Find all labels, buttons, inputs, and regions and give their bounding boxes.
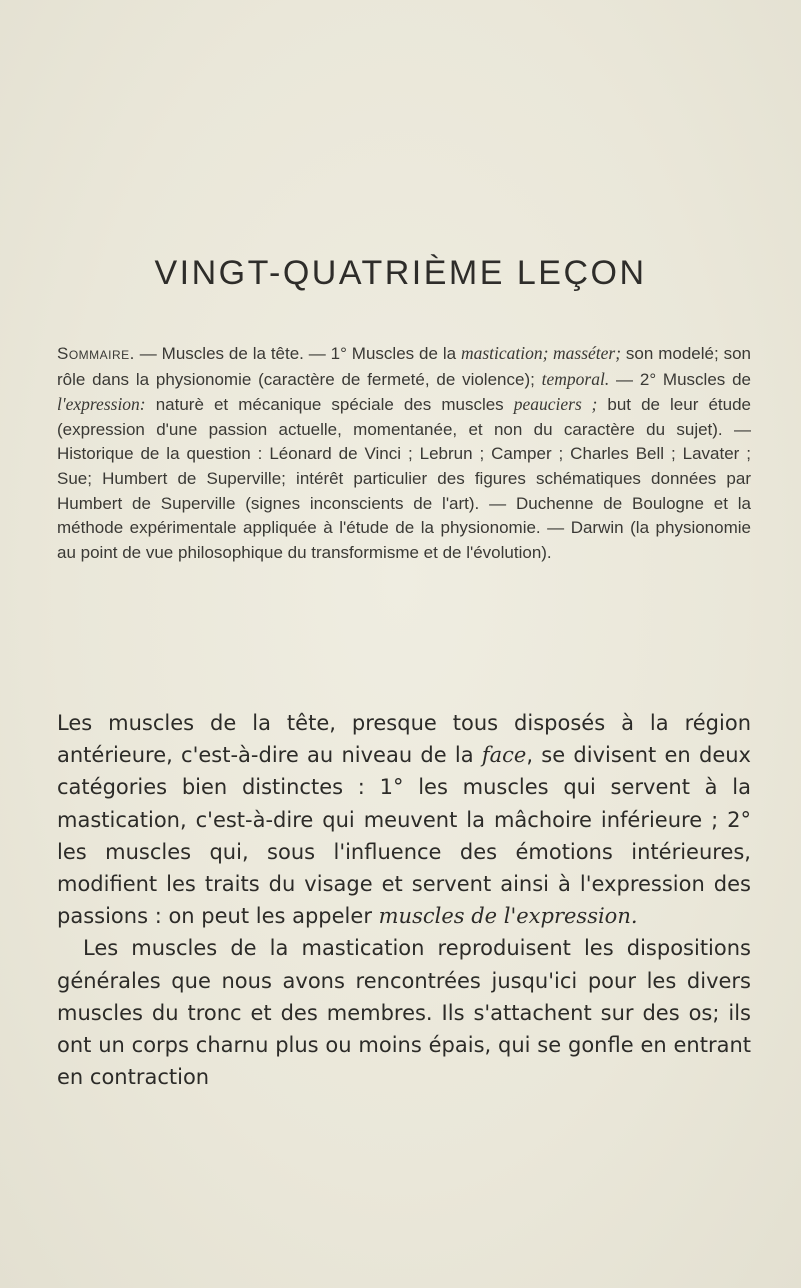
summary-italic: mastication; masséter; <box>460 343 622 363</box>
summary-text: son modelé; son rôle dans la physionomie (caractère de fermeté, de violence); <box>57 344 752 389</box>
paragraph <box>57 707 751 932</box>
paragraph-text: , se divisent en deux catégories bien distinctes : 1° les muscles qui servent à la mastication, c'est-à-dire qui meuvent la mâchoire inférieure ; 2° les muscles qui, sous l'influence des émotions intérieures, modifient les traits du visage et servent ainsi à l'expression des passions : on peut les appeler <box>57 743 751 929</box>
paragraph: Les muscles de la mastication reproduisent les dispositions générales que nous avons rencontrées jusqu'ici pour les divers muscles du tronc et des membres. Ils s'attachent sur des os; ils ont un corps charnu plus ou moins épais, qui se gonfle en entrant en contraction <box>57 936 751 1090</box>
summary-block <box>57 341 751 565</box>
lesson-title: VINGT-QUATRIÈME LEÇON <box>154 254 647 292</box>
paragraph-italic: muscles de l'expression. <box>378 904 638 929</box>
paragraph-italic: face <box>481 743 527 768</box>
summary-italic: peauciers ; <box>513 394 598 415</box>
summary-text: — 2° Muscles de <box>609 369 751 389</box>
paragraph-text: Les muscles de la tête, presque tous disposés à la région antérieure, c'est-à-dire au niveau de la <box>57 711 751 768</box>
summary-text: but de leur étude (expression d'une passion actuelle, momentanée, et non du caractère du sujet). — Historique de la question : Léonard de Vinci ; Lebrun ; Camper ; Charles Bell ; Lavater ; Sue; Humbert de Superville; intérêt particulier des figures schématiques données par Humbert de Superville (signes inconscients de l'art). — Duchenne de Boulogne et la méthode expérimentale appliquée à l'étude de la physionomie. — Darwin (la physionomie au point de vue philosophique du transformisme et de l'évolution). <box>57 395 751 562</box>
summary-italic: temporal. <box>541 368 610 389</box>
summary-italic: l'expression: <box>57 394 146 415</box>
summary-lead: Sommaire. <box>57 344 135 363</box>
summary-text: — Muscles de la tête. — 1° Muscles de la <box>134 344 461 363</box>
main-text <box>57 707 751 1093</box>
summary-text: naturè et mécanique spéciale des muscles <box>145 395 514 415</box>
